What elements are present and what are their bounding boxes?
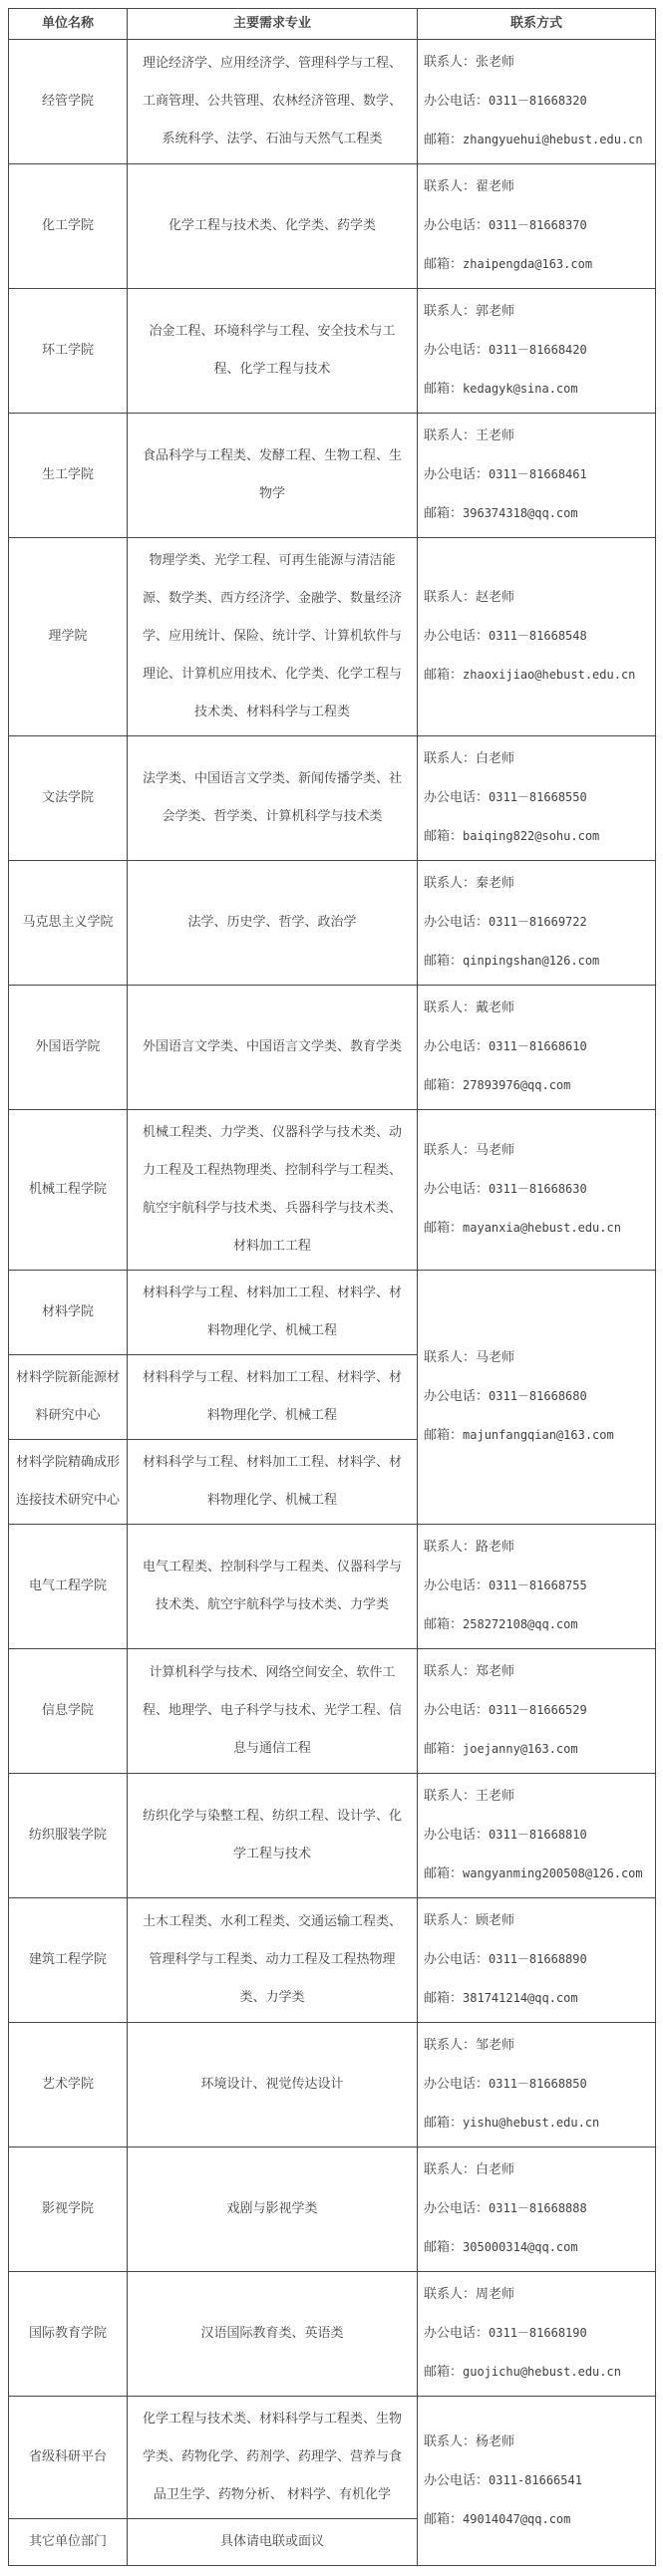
contact-cell	[418, 1898, 656, 2023]
table-row	[9, 1525, 656, 1649]
contact-email-label: 邮箱：	[424, 1617, 464, 1632]
majors-cell: 土木工程类、水利工程类、交通运输工程类、管理科学与工程类、动力工程及工程热物理类、力学类	[128, 1898, 418, 2023]
contact-phone-value: 0311－81668850	[489, 2077, 587, 2091]
contact-person	[424, 1902, 653, 1940]
majors-cell: 材料科学与工程、材料加工工程、材料学、材料物理化学、机械工程	[128, 1355, 418, 1440]
contact-email-value: 27893976@qq.com	[463, 1078, 571, 1092]
majors-cell: 化学工程与技术类、化学类、药学类	[128, 164, 418, 289]
contact-phone	[424, 82, 653, 121]
contact-person	[424, 1529, 653, 1567]
contact-email-label: 邮箱：	[424, 506, 464, 521]
contact-email	[424, 245, 653, 284]
majors-cell: 化学工程与技术类、材料科学与工程类、生物学类、药物化学、药剂学、药理学、营养与食品卫生学、药物分析、 材料学、有机化学	[128, 2397, 418, 2519]
header-majors: 主要需求专业	[128, 9, 418, 40]
contact-person	[424, 740, 653, 778]
contact-person-value: 白老师	[476, 751, 515, 766]
table-row	[9, 2023, 656, 2147]
contact-phone-value: 0311－81668190	[489, 2326, 587, 2340]
unit-name-cell: 电气工程学院	[9, 1525, 128, 1649]
unit-name-cell: 理学院	[9, 538, 128, 736]
contact-email-value: qinpingshan@126.com	[463, 954, 600, 968]
contact-person	[424, 1653, 653, 1691]
contact-person-label: 联系人：	[424, 590, 477, 605]
table-row	[9, 1649, 656, 1774]
majors-cell: 戏剧与影视学类	[128, 2147, 418, 2272]
contact-phone-value: 0311－81668630	[489, 1182, 587, 1196]
unit-name-cell: 环工学院	[9, 289, 128, 414]
contact-email-label: 邮箱：	[424, 1866, 464, 1881]
contact-phone	[424, 1691, 653, 1730]
contact-email-label: 邮箱：	[424, 382, 464, 397]
unit-name-cell: 信息学院	[9, 1649, 128, 1774]
contact-person	[424, 865, 653, 903]
contact-email-value: mayanxia@hebust.edu.cn	[463, 1221, 621, 1235]
majors-cell: 材料科学与工程、材料加工工程、材料学、材料物理化学、机械工程	[128, 1440, 418, 1525]
unit-name-cell: 省级科研平台	[9, 2397, 128, 2519]
contact-phone-value: 0311－81668461	[489, 467, 587, 481]
contact-cell	[418, 1271, 656, 1525]
contact-email-label: 邮箱：	[424, 668, 464, 683]
contact-email-label: 邮箱：	[424, 1221, 464, 1236]
contact-email-label: 邮箱：	[424, 1078, 464, 1093]
contact-phone-value: 0311－81668755	[489, 1578, 587, 1592]
contact-cell	[418, 1649, 656, 1774]
contact-phone-value: 0311－81668420	[489, 343, 587, 357]
contact-email	[424, 2104, 653, 2143]
contact-phone-label: 办公电话：	[424, 790, 490, 805]
contact-person-value: 张老师	[476, 55, 515, 70]
contact-phone-label: 办公电话：	[424, 1703, 490, 1718]
contact-email-label: 邮箱：	[424, 2365, 464, 2380]
unit-name-cell: 艺术学院	[9, 2023, 128, 2147]
table-row	[9, 2272, 656, 2397]
contact-phone-label: 办公电话：	[424, 2077, 490, 2092]
contact-person	[424, 2424, 653, 2461]
contact-phone-label: 办公电话：	[424, 94, 490, 109]
majors-cell: 计算机科学与技术、网络空间安全、软件工程、地理学、电子科学与技术、光学工程、信息与通信工程	[128, 1649, 418, 1774]
contact-person-value: 路老师	[476, 1540, 515, 1555]
table-row	[9, 1271, 656, 1355]
unit-name-cell: 生工学院	[9, 414, 128, 538]
contact-person-value: 王老师	[476, 429, 515, 443]
contact-email	[424, 1979, 653, 2018]
majors-cell: 食品科学与工程类、发酵工程、生物工程、生物学	[128, 414, 418, 538]
table-body	[9, 40, 656, 2566]
contact-email-value: guojichu@hebust.edu.cn	[463, 2365, 621, 2379]
contact-person-label: 联系人：	[424, 1540, 477, 1555]
contact-email-label: 邮箱：	[424, 1991, 464, 2006]
unit-name-cell: 材料学院精确成形连接技术研究中心	[9, 1440, 128, 1525]
contact-phone-label: 办公电话：	[424, 629, 490, 644]
table-row	[9, 1774, 656, 1898]
contact-person	[424, 1132, 653, 1170]
contact-cell	[418, 2147, 656, 2272]
majors-cell: 环境设计、视觉传达设计	[128, 2023, 418, 2147]
contact-email	[424, 2500, 653, 2539]
contact-phone-label: 办公电话：	[424, 915, 490, 930]
contact-phone-label: 办公电话：	[424, 343, 490, 358]
contact-email	[424, 121, 653, 159]
contact-email-label: 邮箱：	[424, 954, 464, 969]
contact-person-value: 马老师	[476, 1143, 515, 1158]
contact-phone	[424, 1027, 653, 1066]
contact-person-value: 马老师	[476, 1350, 515, 1365]
contact-email	[424, 2228, 653, 2267]
contact-email-label: 邮箱：	[424, 2240, 464, 2255]
contact-cell	[418, 414, 656, 538]
table-row	[9, 861, 656, 986]
contact-person-label: 联系人：	[424, 1664, 477, 1679]
contact-phone	[424, 1567, 653, 1605]
contact-person-value: 郑老师	[476, 1664, 515, 1679]
unit-name-cell: 纺织服装学院	[9, 1774, 128, 1898]
contact-email-label: 邮箱：	[424, 257, 464, 272]
contact-person	[424, 418, 653, 455]
header-row	[9, 9, 656, 40]
contact-person	[424, 2151, 653, 2189]
contact-email-value: majunfangqian@163.com	[463, 1428, 614, 1442]
contact-phone-label: 办公电话：	[424, 1578, 490, 1593]
contact-person-label: 联系人：	[424, 876, 477, 891]
contact-person-label: 联系人：	[424, 55, 477, 70]
contact-person-label: 联系人：	[424, 304, 477, 319]
contact-email	[424, 1066, 653, 1105]
contact-person-label: 联系人：	[424, 2038, 477, 2053]
contact-phone-value: 0311－81668610	[489, 1039, 587, 1053]
contact-email	[424, 656, 653, 695]
contact-phone-value: 0311－81666529	[489, 1703, 587, 1717]
unit-name-cell: 影视学院	[9, 2147, 128, 2272]
unit-name-cell: 国际教育学院	[9, 2272, 128, 2397]
contact-phone	[424, 2065, 653, 2104]
contact-phone-label: 办公电话：	[424, 2326, 490, 2341]
table-row	[9, 2147, 656, 2272]
contact-person-label: 联系人：	[424, 1350, 477, 1365]
table-header	[9, 9, 656, 40]
contact-cell	[418, 861, 656, 986]
majors-cell: 机械工程类、力学类、仪器科学与技术类、动力工程及工程热物理类、控制科学与工程类、航空宇航科学与技术类、兵器科学与技术类、材料加工工程	[128, 1110, 418, 1271]
contact-email-value: baiqing822@sohu.com	[463, 829, 600, 843]
contact-email-label: 邮箱：	[424, 829, 464, 844]
contact-cell	[418, 1525, 656, 1649]
contact-phone-label: 办公电话：	[424, 1952, 490, 1967]
table-row	[9, 289, 656, 414]
contact-phone-label: 办公电话：	[424, 2201, 490, 2216]
contact-person-label: 联系人：	[424, 1001, 477, 1015]
table-row	[9, 986, 656, 1110]
contact-person-value: 邹老师	[476, 2038, 515, 2053]
unit-name-cell: 马克思主义学院	[9, 861, 128, 986]
contact-phone	[424, 455, 653, 494]
contact-phone-value: 0311－81668680	[489, 1389, 587, 1403]
unit-name-cell: 其它单位部门	[9, 2519, 128, 2566]
contact-email	[424, 1209, 653, 1248]
contact-phone-value: 0311－81668550	[489, 790, 587, 804]
table-row	[9, 736, 656, 861]
contact-person-label: 联系人：	[424, 2287, 477, 2302]
contact-email-label: 邮箱：	[424, 1428, 464, 1443]
contact-phone-value: 0311－81668890	[489, 1952, 587, 1966]
contact-person	[424, 990, 653, 1027]
contact-email-label: 邮箱：	[424, 2511, 464, 2527]
contact-person	[424, 293, 653, 331]
contact-person	[424, 579, 653, 617]
contact-cell	[418, 40, 656, 164]
unit-name-cell: 机械工程学院	[9, 1110, 128, 1271]
contact-phone-label: 办公电话：	[424, 2472, 490, 2488]
majors-cell: 冶金工程、环境科学与工程、安全技术与工程、化学工程与技术	[128, 289, 418, 414]
contact-phone-label: 办公电话：	[424, 1828, 490, 1843]
majors-cell: 具体请电联或面议	[128, 2519, 418, 2566]
contact-person-label: 联系人：	[424, 1143, 477, 1158]
contact-phone-value: 0311－81668548	[489, 629, 587, 643]
contact-person	[424, 1778, 653, 1816]
contact-email	[424, 1855, 653, 1893]
contact-phone-value: 0311－81669722	[489, 915, 587, 929]
table-row	[9, 538, 656, 736]
contact-email-value: 381741214@qq.com	[463, 1991, 578, 2005]
contact-email-value: 396374318@qq.com	[463, 506, 578, 520]
contact-person-value: 周老师	[476, 2287, 515, 2302]
contact-email-value: zhangyuehui@hebust.edu.cn	[463, 133, 643, 146]
contact-cell	[418, 736, 656, 861]
contact-phone	[424, 1170, 653, 1209]
recruitment-table	[8, 8, 656, 2566]
contact-cell	[418, 1774, 656, 1898]
contact-person-value: 杨老师	[476, 2433, 515, 2449]
contact-email	[424, 1605, 653, 1644]
unit-name-cell: 文法学院	[9, 736, 128, 861]
contact-phone-value: 0311－81668888	[489, 2201, 587, 2215]
contact-phone	[424, 1940, 653, 1979]
contact-person-value: 郭老师	[476, 304, 515, 319]
contact-cell	[418, 986, 656, 1110]
table-row	[9, 1110, 656, 1271]
contact-phone-label: 办公电话：	[424, 1182, 490, 1197]
contact-email	[424, 370, 653, 409]
contact-email-value: zhaipengda@163.com	[463, 257, 593, 271]
contact-email-label: 邮箱：	[424, 2116, 464, 2131]
contact-email-value: wangyanming200508@126.com	[463, 1866, 643, 1880]
contact-person-value: 顾老师	[476, 1913, 515, 1928]
contact-phone-value: 0311－81668370	[489, 218, 587, 232]
contact-email-value: yishu@hebust.edu.cn	[463, 2116, 600, 2130]
contact-person-value: 王老师	[476, 1789, 515, 1804]
contact-cell	[418, 164, 656, 289]
majors-cell: 物理学类、光学工程、可再生能源与清洁能源、数学类、西方经济学、金融学、数量经济学、应用统计、保险、统计学、计算机软件与理论、计算机应用技术、化学类、化学工程与技术类、材料科学与工程类	[128, 538, 418, 736]
contact-phone	[424, 1816, 653, 1855]
unit-name-cell: 材料学院	[9, 1271, 128, 1355]
majors-cell: 法学类、中国语言文学类、新闻传播学类、社会学类、哲学类、计算机科学与技术类	[128, 736, 418, 861]
table-row	[9, 2397, 656, 2519]
majors-cell: 电气工程类、控制科学与工程类、仪器科学与技术类、航空宇航科学与技术类、力学类	[128, 1525, 418, 1649]
contact-person-label: 联系人：	[424, 1913, 477, 1928]
contact-email-value: 258272108@qq.com	[463, 1617, 578, 1631]
contact-person-label: 联系人：	[424, 2162, 477, 2177]
contact-cell	[418, 2023, 656, 2147]
contact-person-value: 赵老师	[476, 590, 515, 605]
table-row	[9, 414, 656, 538]
contact-cell	[418, 289, 656, 414]
contact-email	[424, 1416, 653, 1455]
contact-person-value: 翟老师	[476, 179, 515, 194]
unit-name-cell: 化工学院	[9, 164, 128, 289]
unit-name-cell: 经管学院	[9, 40, 128, 164]
contact-phone	[424, 778, 653, 817]
contact-phone	[424, 617, 653, 656]
table-row	[9, 164, 656, 289]
contact-person-value: 秦老师	[476, 876, 515, 891]
contact-email	[424, 817, 653, 856]
contact-phone	[424, 903, 653, 942]
contact-phone	[424, 206, 653, 245]
contact-phone	[424, 2314, 653, 2353]
contact-cell	[418, 538, 656, 736]
unit-name-cell: 材料学院新能源材料研究中心	[9, 1355, 128, 1440]
contact-person	[424, 2276, 653, 2314]
contact-person-label: 联系人：	[424, 751, 477, 766]
contact-phone	[424, 1377, 653, 1416]
contact-phone	[424, 2461, 653, 2500]
majors-cell: 纺织化学与染整工程、纺织工程、设计学、化学工程与技术	[128, 1774, 418, 1898]
majors-cell: 汉语国际教育类、英语类	[128, 2272, 418, 2397]
contact-person-value: 戴老师	[476, 1001, 515, 1015]
contact-email-label: 邮箱：	[424, 133, 464, 147]
contact-cell	[418, 2397, 656, 2566]
majors-cell: 法学、历史学、哲学、政治学	[128, 861, 418, 986]
contact-person	[424, 1339, 653, 1377]
contact-person	[424, 44, 653, 82]
majors-cell: 材料科学与工程、材料加工工程、材料学、材料物理化学、机械工程	[128, 1271, 418, 1355]
contact-email-value: 49014047@qq.com	[463, 2511, 571, 2526]
header-unit-name: 单位名称	[9, 9, 128, 40]
contact-phone	[424, 331, 653, 370]
contact-phone	[424, 2189, 653, 2228]
contact-email	[424, 1730, 653, 1769]
contact-phone-label: 办公电话：	[424, 218, 490, 233]
unit-name-cell: 建筑工程学院	[9, 1898, 128, 2023]
majors-cell: 外国语言文学类、中国语言文学类、教育学类	[128, 986, 418, 1110]
contact-phone-label: 办公电话：	[424, 467, 490, 482]
contact-person-label: 联系人：	[424, 1789, 477, 1804]
header-contact: 联系方式	[418, 9, 656, 40]
contact-email-value: kedagyk@sina.com	[463, 382, 578, 396]
contact-email	[424, 2353, 653, 2392]
contact-phone-value: 0311－81668320	[489, 94, 587, 108]
contact-phone-label: 办公电话：	[424, 1039, 490, 1054]
contact-phone-value: 0311－81668810	[489, 1828, 587, 1842]
unit-name-cell: 外国语学院	[9, 986, 128, 1110]
contact-phone-label: 办公电话：	[424, 1389, 490, 1404]
contact-email-value: joejanny@163.com	[463, 1742, 578, 1756]
contact-person-label: 联系人：	[424, 179, 477, 194]
contact-cell	[418, 1110, 656, 1271]
contact-email-value: 305000314@qq.com	[463, 2240, 578, 2254]
contact-email-value: zhaoxijiao@hebust.edu.cn	[463, 668, 636, 682]
contact-person	[424, 2027, 653, 2065]
contact-person	[424, 168, 653, 206]
contact-phone-value: 0311-81666541	[489, 2472, 582, 2487]
contact-email	[424, 942, 653, 981]
table-row	[9, 40, 656, 164]
contact-person-value: 白老师	[476, 2162, 515, 2177]
contact-email-label: 邮箱：	[424, 1742, 464, 1757]
contact-email	[424, 494, 653, 533]
majors-cell: 理论经济学、应用经济学、管理科学与工程、工商管理、公共管理、农林经济管理、数学、系统科学、法学、石油与天然气工程类	[128, 40, 418, 164]
table-row	[9, 1898, 656, 2023]
contact-person-label: 联系人：	[424, 429, 477, 443]
contact-person-label: 联系人：	[424, 2433, 477, 2449]
contact-cell	[418, 2272, 656, 2397]
